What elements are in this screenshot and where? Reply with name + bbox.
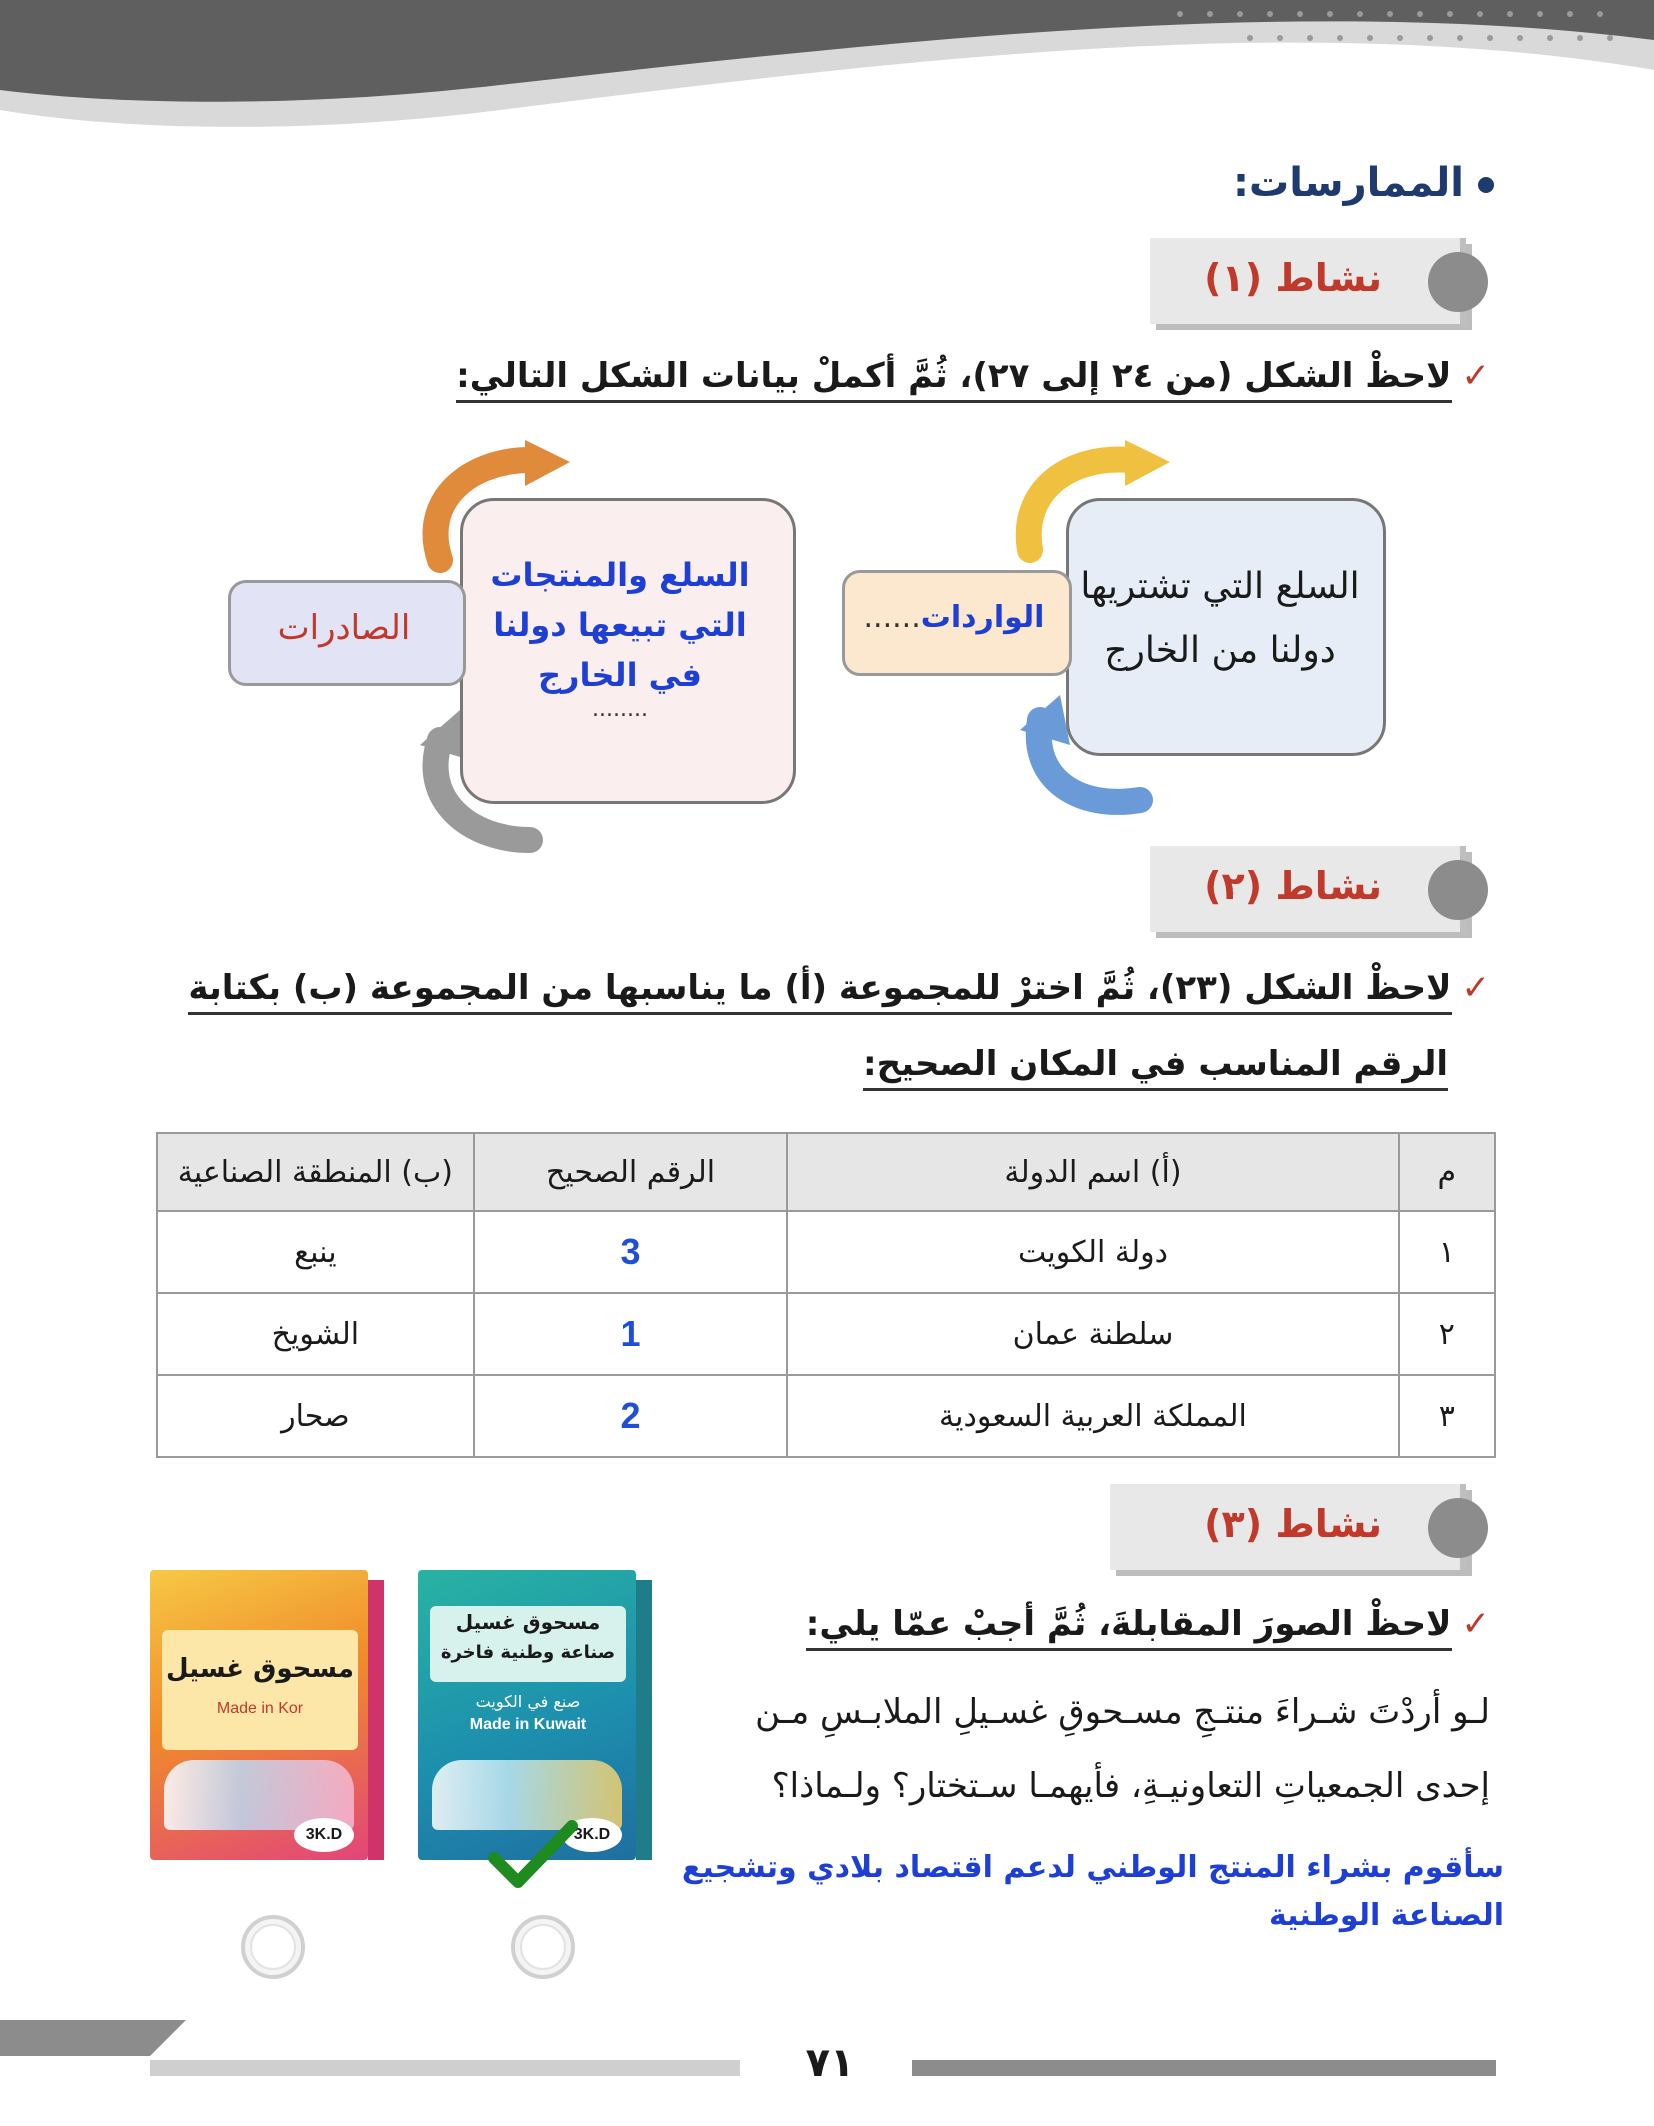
activity-dot-icon [1428, 252, 1488, 312]
check-mark-icon: ✓ [1461, 356, 1490, 396]
row-num: ٢ [1399, 1293, 1495, 1375]
product-imported-title: مسحوق غسيل [166, 1654, 354, 1684]
header-industrial-region: (ب) المنطقة الصناعية [157, 1133, 474, 1211]
activity-1-header [1150, 238, 1466, 324]
activity-3-instruction [806, 1604, 1490, 1644]
product-imported-origin: Made in Kor [216, 1700, 304, 1717]
answer-line-1: سأقوم بشراء المنتج الوطني لدعم اقتصاد بلادي وتشجيع [681, 1850, 1504, 1885]
row-region: صحار [157, 1375, 474, 1457]
check-mark-icon [488, 1820, 578, 1890]
activity-2-instruction-text-1: لاحظْ الشكل (٢٣)، ثُمَّ اخترْ للمجموعة (أ) ما يناسبها من المجموعة (ب) بكتابة [188, 968, 1451, 1015]
row-answer[interactable] [474, 1293, 788, 1375]
table-row [157, 1211, 1495, 1293]
row-country: دولة الكويت [787, 1211, 1398, 1293]
activity-1-instruction [456, 356, 1490, 396]
check-mark-icon: ✓ [1461, 968, 1490, 1008]
exports-answer [470, 550, 770, 720]
check-mark-icon: ✓ [1461, 1604, 1490, 1644]
row-answer[interactable] [474, 1375, 788, 1457]
exports-label: الصادرات [277, 608, 411, 648]
question-line-1: لـو أردْتَ شـراءَ منتـجِ مسـحوقِ غسـيلِ الملابـسِ مـن [755, 1692, 1490, 1732]
activity-1-label: نشاط (١) [1204, 256, 1382, 300]
product-imported [150, 1570, 384, 1860]
imports-blank: ...... [863, 600, 921, 635]
radio-imported[interactable] [238, 1912, 308, 1982]
radio-kuwait[interactable] [508, 1912, 578, 1982]
activity-dot-icon [1428, 860, 1488, 920]
product-imported-panel [162, 1630, 358, 1750]
activity-3-instruction-text: لاحظْ الصورَ المقابلةَ، ثُمَّ أجبْ عمّا يلي: [806, 1604, 1452, 1651]
product-kuwait-side [636, 1580, 652, 1860]
imports-definition: السلع التي تشتريها دولنا من الخارج [1080, 566, 1360, 671]
row-region: ينبع [157, 1211, 474, 1293]
section-title-text: الممارسات: [1233, 160, 1464, 206]
answer-input[interactable]: 3 [620, 1231, 641, 1272]
header-correct-number: الرقم الصحيح [474, 1133, 788, 1211]
product-kuwait-subtitle: صناعة وطنية فاخرة [440, 1642, 616, 1663]
activity-2-label: نشاط (٢) [1204, 864, 1382, 908]
row-num: ٣ [1399, 1375, 1495, 1457]
row-answer[interactable] [474, 1211, 788, 1293]
product-kuwait-title: مسحوق غسيل [455, 1610, 601, 1634]
row-num: ١ [1399, 1211, 1495, 1293]
answer-input[interactable]: 1 [620, 1313, 641, 1354]
activity-3-header [1110, 1484, 1466, 1570]
page-number: ٧١ [805, 2040, 855, 2086]
table-row [157, 1293, 1495, 1375]
product-kuwait-origin-ar: صنع في الكويت [475, 1692, 581, 1711]
activity-dot-icon [1428, 1498, 1488, 1558]
activity-3-label: نشاط (٣) [1204, 1502, 1382, 1546]
header-country: (أ) اسم الدولة [787, 1133, 1398, 1211]
activity-2-instruction-line1 [188, 968, 1490, 1008]
activity-1-instruction-text: لاحظْ الشكل (من ٢٤ إلى ٢٧)، ثُمَّ أكملْ بيانات الشكل التالي: [456, 356, 1451, 403]
bullet-icon [1478, 177, 1494, 193]
row-country: المملكة العربية السعودية [787, 1375, 1398, 1457]
header-decoration [0, 0, 1654, 150]
activity-2-header [1150, 846, 1466, 932]
header-num: م [1399, 1133, 1495, 1211]
table-row [157, 1375, 1495, 1457]
product-imported-side [368, 1580, 384, 1860]
product-kuwait-origin: Made in Kuwait [469, 1716, 587, 1733]
exports-dots: ........ [592, 697, 648, 722]
row-country: سلطنة عمان [787, 1293, 1398, 1375]
question-line-2: إحدى الجمعياتِ التعاونيـةِ، فأيهمـا سـتختار؟ ولـماذا؟ [771, 1766, 1490, 1806]
imports-answer: الواردات [920, 600, 1045, 635]
answer-input[interactable]: 2 [620, 1395, 641, 1436]
row-region: الشويخ [157, 1293, 474, 1375]
activity-2-instruction-text-2: الرقم المناسب في المكان الصحيح: [863, 1044, 1448, 1091]
exports-answer-text: السلع والمنتجات التي تبيعها دولنا في الخارج [490, 556, 750, 694]
price-tag: 3K.D [562, 1818, 622, 1852]
product-kuwait [418, 1570, 652, 1860]
activity-2-instruction-line2 [863, 1044, 1448, 1084]
table-header-row [157, 1133, 1495, 1211]
section-title [1233, 160, 1494, 206]
price-tag: 3K.D [294, 1818, 354, 1852]
matching-table [156, 1132, 1496, 1458]
answer-line-2: الصناعة الوطنية [1268, 1898, 1504, 1933]
imports-answer-line [848, 600, 1060, 635]
